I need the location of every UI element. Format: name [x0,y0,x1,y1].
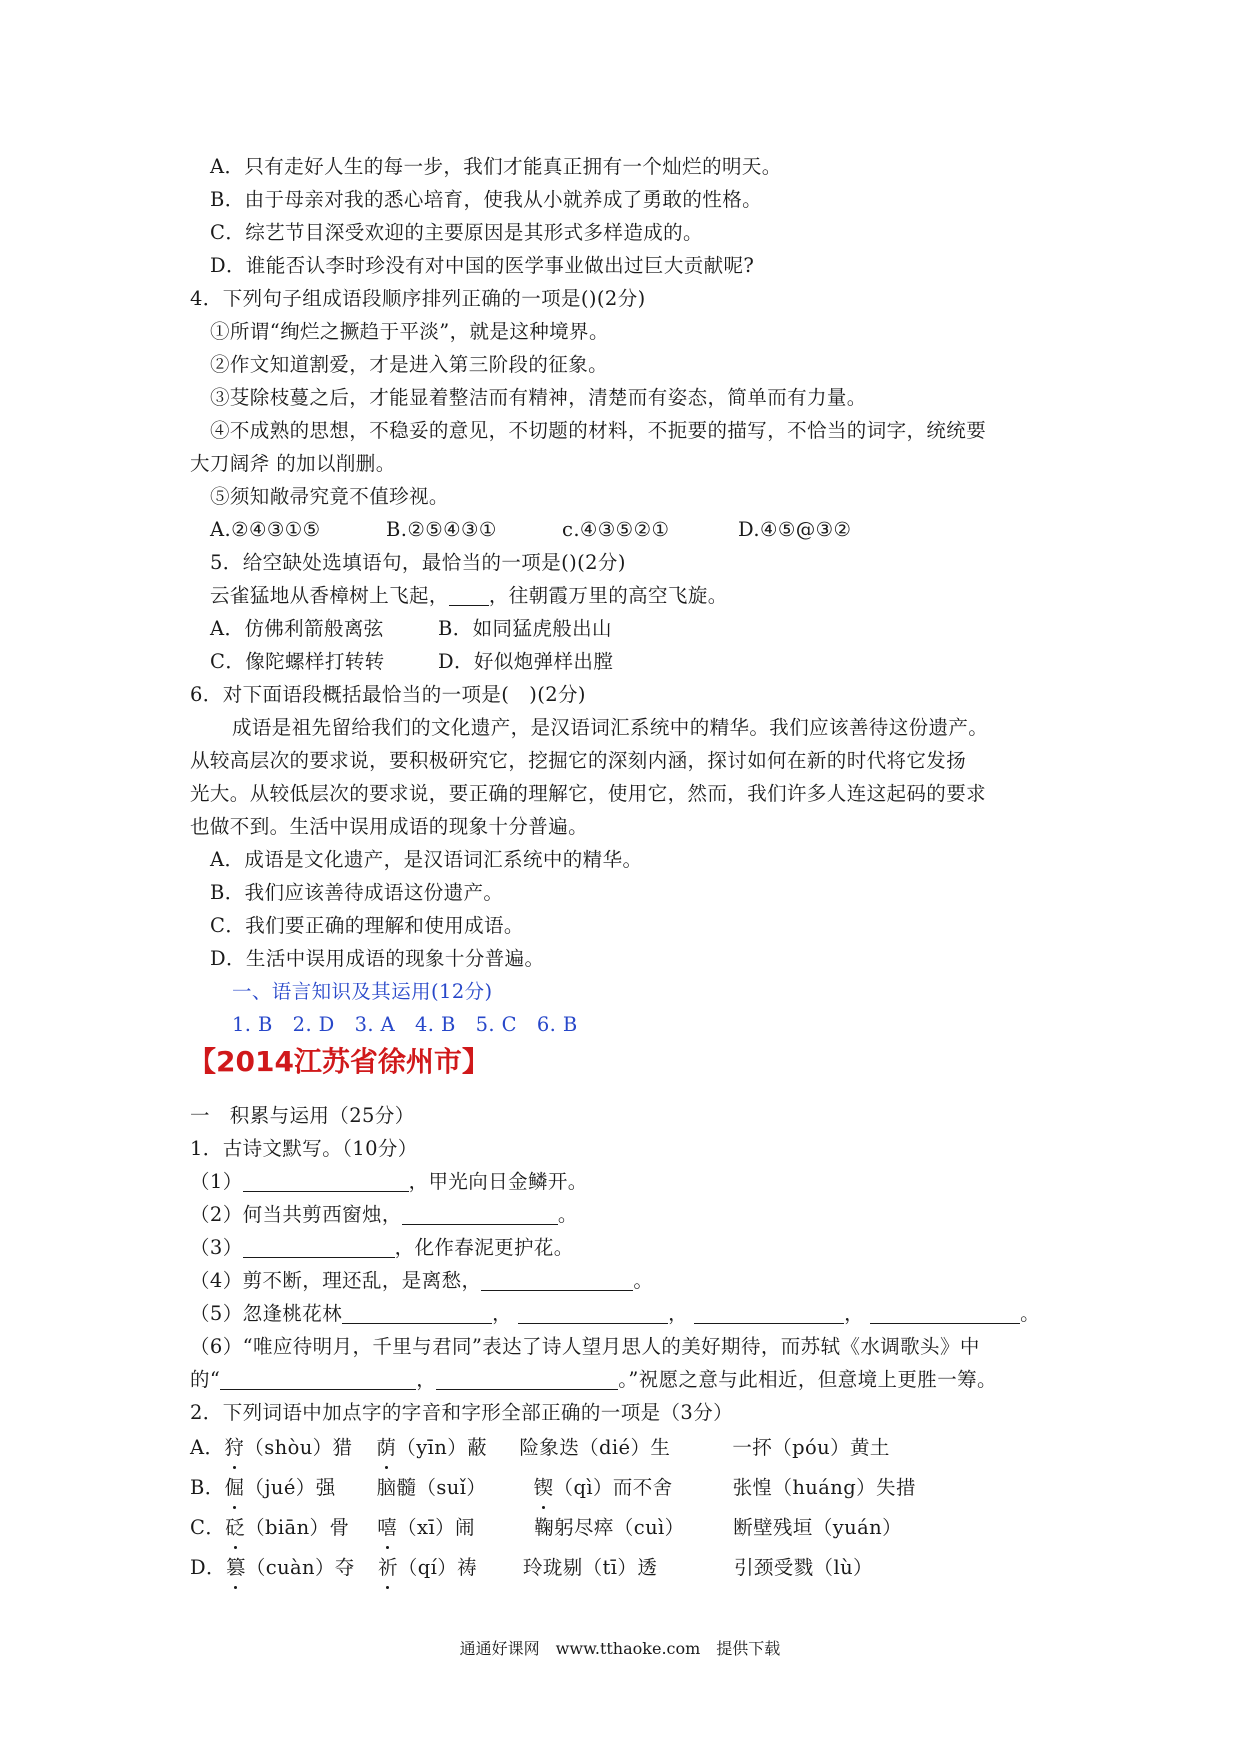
q5-option-d: D．好似炮弹样出膛 [438,650,614,673]
q2-word-text: 断壁残垣 [733,1516,813,1539]
q1-line-1 [190,1168,588,1196]
q2-option-b [190,1474,916,1502]
q1-line-1-text: ，甲光向日金鳞开。 [408,1170,588,1193]
q2-word-text: （cuàn）夺 [245,1556,355,1579]
q1-line-6-quote-open: 的“ [190,1368,221,1391]
q5-sentence-pre: 云雀猛地从香樟树上飞起， [210,584,449,607]
q2-word-text: （yuán） [812,1516,903,1539]
q6-passage-line-1: 成语是祖先留给我们的文化遗产，是汉语词汇系统中的精华。我们应该善待这份遗产。 [232,716,989,739]
q1-line-3-text: ，化作春泥更护花。 [394,1236,574,1259]
q1-line-1-number: （1） [190,1170,243,1193]
q2-word-text: （biān）骨 [245,1516,350,1539]
q1-line-2 [190,1201,578,1229]
q2-word-text: （qì）而不舍 [553,1476,673,1499]
q5-option-b: B．如同猛虎般出山 [438,617,612,640]
q6-stem: 6．对下面语段概括最恰当的一项是( )(2分) [190,683,586,706]
q2-dotted-char: 祈 [378,1554,398,1582]
q1-line-6-text: 。”祝愿之意与此相近，但意境上更胜一筹。 [618,1368,997,1391]
q2-word-text: （cuì） [613,1516,685,1539]
q1-stem: 1．古诗文默写。（10分） [190,1137,418,1160]
q2-dotted-char: 篡 [226,1554,246,1582]
q1-blank-6a [220,1369,416,1390]
q4-options [210,516,851,544]
q2-dotted-char: 倔 [225,1474,245,1502]
q1-blank-5d [870,1303,1020,1324]
q2-word-text: 脑髓 [376,1476,417,1499]
q3-option-b: B．由于母亲对我的悉心培育，使我从小就养成了勇敢的性格。 [210,188,763,211]
q2-word-text: （jué）强 [244,1476,336,1499]
q1-blank-5b [518,1303,668,1324]
q4-sentence-4: ④不成熟的思想，不稳妥的意见，不切题的材料，不扼要的描写，不恰当的词字，统统要 [210,419,987,442]
q1-blank-3 [243,1237,395,1258]
q1-blank-6b [436,1369,618,1390]
q2-option-label: D． [190,1556,226,1579]
q1-line-5 [190,1300,1040,1328]
q2-word-text: （yīn）蔽 [396,1436,488,1459]
q2-word-text: （tī）透 [582,1556,658,1579]
part1-heading: 一 积累与运用（25分） [190,1104,415,1127]
q2-word-text: 张惶 [732,1476,773,1499]
q6-passage-line-4: 也做不到。生活中误用成语的现象十分普遍。 [190,815,589,838]
q1-line-5-comma: ， [668,1302,689,1325]
q5-sentence-post: ，往朝霞万里的高空飞旋。 [488,584,728,607]
q2-option-c [190,1514,902,1542]
q1-line-4 [190,1267,653,1295]
q5-blank [449,587,489,606]
q1-blank-1 [243,1171,409,1192]
q2-option-label: B． [190,1476,225,1499]
q4-sentence-5: ⑤须知敞帚究竟不值珍视。 [210,485,449,508]
q1-line-4-text: （4）剪不断，理还乱，是离愁， [190,1269,482,1292]
q2-word-text: 一抔 [732,1436,773,1459]
q4-sentence-3: ③芟除枝蔓之后，才能显着整洁而有精神，清楚而有姿态，简单而有力量。 [210,386,867,409]
q2-word-text: 玲珑剔 [522,1556,583,1579]
q2-word-text: （póu）黄土 [772,1436,890,1459]
q2-option-label: C． [190,1516,226,1539]
q1-line-5-comma: ， [492,1302,513,1325]
q1-blank-5c [694,1303,844,1324]
q6-option-d: D．生活中误用成语的现象十分普遍。 [210,947,545,970]
q1-line-2-text: （2）何当共剪西窗烛， [190,1203,402,1226]
q4-option-a: A.②④③①⑤ [210,518,321,541]
q2-word-text: 鞠躬尽瘁 [534,1516,614,1539]
q4-sentence-4-cont: 大刀阔斧 的加以削删。 [190,452,396,475]
q1-blank-4 [481,1270,633,1291]
q2-stem: 2．下列词语中加点字的字音和字形全部正确的一项是（3分） [190,1401,734,1424]
q2-option-d [190,1554,873,1582]
q2-word-text: 引颈受戮 [733,1556,814,1579]
q1-line-6: （6）“唯应待明月，千里与君同”表达了诗人望月思人的美好期待，而苏轼《水调歌头》中 [190,1335,980,1358]
q4-option-c: c.④③⑤②① [562,518,670,541]
section-title: 【2014江苏省徐州市】 [188,1045,490,1078]
q1-blank-2 [402,1204,558,1225]
answers-values: 1. B 2. D 3. A 4. B 5. C 6. B [232,1013,578,1036]
q4-sentence-1: ①所谓“绚烂之撅趋于平淡”，就是这种境界。 [210,320,609,343]
q2-word-text: 险象迭 [519,1436,580,1459]
q6-passage-line-2: 从较高层次的要求说，要积极研究它，挖掘它的深刻内涵，探讨如何在新的时代将它发扬 [190,749,967,772]
q4-option-d: D.④⑤@③② [738,518,852,541]
q1-line-3 [190,1234,574,1262]
q2-word-text: （xī）闹 [397,1516,475,1539]
q5-option-c: C．像陀螺样打转转 [210,650,385,673]
answers-heading: 一、语言知识及其运用(12分) [232,980,493,1003]
q2-dotted-char: 砭 [225,1514,245,1542]
q1-line-5-text: （5）忽逢桃花林 [190,1302,343,1325]
q1-line-3-number: （3） [190,1236,243,1259]
q4-option-b: B.②⑤④③① [386,518,497,541]
q5-options-cd [210,648,613,676]
q1-blank-5a [342,1303,492,1324]
q5-stem: 5．给空缺处选填语句，最恰当的一项是()(2分) [210,551,626,574]
q1-line-6-comma: ， [416,1368,437,1391]
q2-word-text: （suǐ） [416,1476,487,1499]
q6-option-c: C．我们要正确的理解和使用成语。 [210,914,524,937]
q6-option-b: B．我们应该善待成语这份遗产。 [210,881,504,904]
q2-dotted-char: 锲 [534,1474,554,1502]
q5-sentence [210,582,728,610]
q5-option-a: A．仿佛利箭般离弦 [210,617,384,640]
q2-dotted-char: 狩 [224,1434,244,1462]
q4-stem: 4．下列句子组成语段顺序排列正确的一项是()(2分) [190,287,646,310]
q5-options-ab [210,615,612,643]
q3-option-c: C．综艺节目深受欢迎的主要原因是其形式多样造成的。 [210,221,703,244]
q3-option-a: A．只有走好人生的每一步，我们才能真正拥有一个灿烂的明天。 [210,155,782,178]
q1-line-5-comma: ， [844,1302,865,1325]
q2-word-text: （lù） [813,1556,873,1579]
q6-option-a: A．成语是文化遗产，是汉语词汇系统中的精华。 [210,848,643,871]
q2-dotted-char: 嘻 [377,1514,397,1542]
q2-word-text: （shòu）猎 [244,1436,353,1459]
q1-line-5-end: 。 [1020,1302,1041,1325]
q1-line-4-end: 。 [633,1269,654,1292]
q2-option-label: A． [190,1436,225,1459]
q1-line-2-end: 。 [557,1203,578,1226]
q2-dotted-char: 荫 [376,1434,396,1462]
q1-line-6-cont [190,1366,997,1394]
q4-sentence-2: ②作文知道割爱，才是进入第三阶段的征象。 [210,353,609,376]
q2-word-text: （huáng）失措 [772,1476,916,1499]
q2-word-text: （dié）生 [579,1436,671,1459]
q2-word-text: （qí）祷 [397,1556,478,1579]
q6-passage-line-3: 光大。从较低层次的要求说，要正确的理解它，使用它，然而，我们许多人连这起码的要求 [190,782,987,805]
page-footer: 通通好课网 www.tthaoke.com 提供下载 [459,1639,781,1658]
q3-option-d: D．谁能否认李时珍没有对中国的医学事业做出过巨大贡献呢? [210,254,755,277]
q2-option-a [190,1434,890,1462]
